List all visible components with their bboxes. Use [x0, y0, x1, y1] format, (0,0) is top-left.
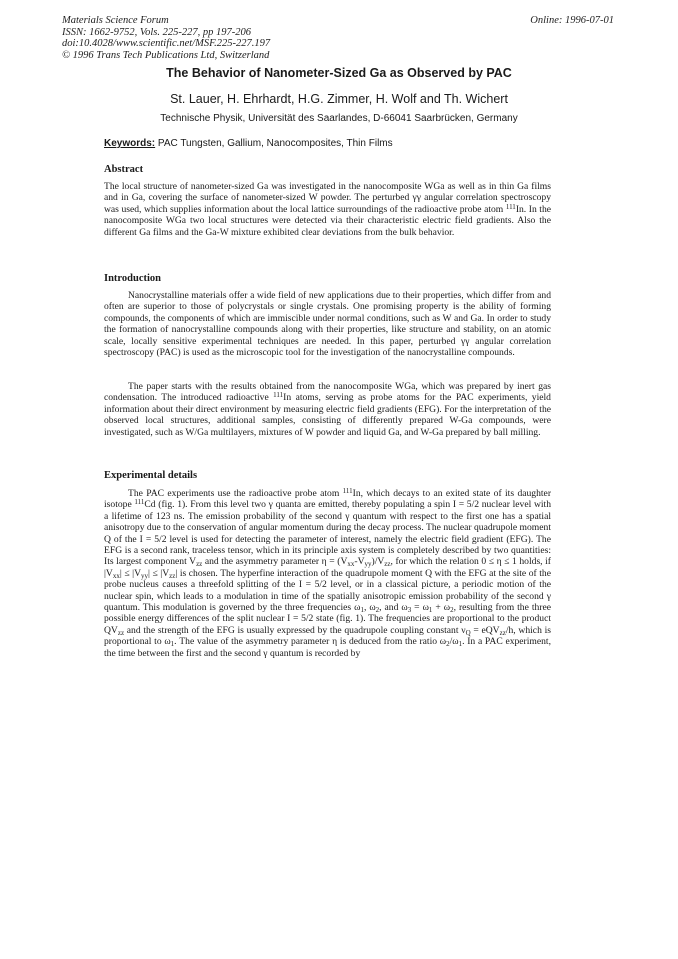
introduction-heading: Introduction: [104, 273, 161, 284]
experimental-paragraph: The PAC experiments use the radioactive probe atom $^{111}$In, which decays to an exited state of its daughter isotope $^{111}$Cd (fig. 1). From this level two γ quanta are emitted, thereby populating a spin I = 5/2 nuclear level with a lifetime of 123 ns. The emission probability of the second γ quantum with respect to the first one has a spatial anisotropy due to the conservation of angular momentum during the decay process. The nuclear quadrupole moment Q of the I = 5/2 level is used for detecting the parameter of interest, namely the electric field gradient (EFG). The EFG is a second rank, traceless tensor, which in its principle axis system is completely described by two quantities: Its largest component $V_{zz}$ and the asymmetry parameter $\eta = (V_{xx}-V_{yy})/V_{zz}$, for which the relation 0 ≤ η ≤ 1 holds, if $|V_{xx}| \le |V_{yy}| \le |V_{zz}|$ is chosen. The hyperfine interaction of the quadrupole moment Q with the EFG at the site of the probe nucleus causes a threefold splitting of the I = 5/2 level, or in a classical picture, a periodic motion of the nuclear spin, which leads to a modulation in time of the spatially anisotropic emission probability of the second γ quantum. This modulation is governed by the three frequencies $\omega_1$, $\omega_2$, and $\omega_3 = \omega_1 + \omega_2$, resulting from the three possible energy differences of the split nuclear I = 5/2 state (fig. 1). The frequencies are proportional to the product $QV_{zz}$ and the strength of the EFG is usually expressed by the quadrupole coupling constant $\nu_Q = eQV_{zz}/h$, which is proportional to $\omega_1$. The value of the asymmetry parameter η is deduced from the ratio $\omega_2/\omega_1$. In a PAC experiment, the time between the first and the second γ quantum is recorded by: [104, 487, 552, 659]
affiliation: Technische Physik, Universität des Saarlandes, D-66041 Saarbrücken, Germany: [160, 113, 518, 124]
experimental-heading: Experimental details: [104, 470, 198, 481]
abstract-paragraph: The local structure of nanometer-sized Ga was investigated in the nanocomposite WGa as well as in thin Ga films and in Ga, covering the surface of nanometer-sized W powder. The perturbed γγ angular correlation spectroscopy was used, which supplies information about the local lattice surroundings of the radioactive probe atom $^{111}$In. In the nanocomposite WGa two local structures were detected via their characteristic electric field gradients. Also the different Ga films and the Ga-W mixture exhibited clear deviations from the bulk behavior.: [104, 181, 552, 238]
introduction-paragraph-1: Nanocrystalline materials offer a wide field of new applications due to their properties, which differ from and often are superior to those of polycrystals or single crystals. One promising property is the ability of forming compounds, the components of which are immiscible under normal conditions, such as W and Ga. In order to study the formation of nanocrystalline compounds along with their properties, like structure and stability, on an atomic scale, locally sensitive experimental techniques are needed. In this paper, perturbed γγ angular correlation spectroscopy (PAC) is used as the microscopic tool for the investigation of the nanocrystalline compounds.: [104, 290, 551, 359]
copyright-line: © 1996 Trans Tech Publications Ltd, Switzerland: [62, 49, 270, 61]
doi-line: doi:10.4028/www.scientific.net/MSF.225-227.197: [62, 38, 271, 49]
journal-name: Materials Science Forum: [62, 15, 169, 26]
introduction-paragraph-2: The paper starts with the results obtained from the nanocomposite WGa, which was prepared by inert gas condensation. The introduced radioactive $^{111}$In atoms, serving as probe atoms for the PAC experiments, yield information about their direct environment by measuring electric field gradients (EFG). For the interpretation of the observed local structures, additional samples, consisting of differently prepared W-Ga compounds, were investigated, such as W/Ga multilayers, mixtures of W powder and liquid Ga, and W-Ga prepared by ball milling.: [104, 381, 551, 438]
online-date: Online: 1996-07-01: [530, 15, 614, 26]
keywords-label: Keywords:: [104, 138, 156, 149]
keywords-line: [104, 138, 393, 149]
citation-header: [62, 15, 270, 61]
author-list: St. Lauer, H. Ehrhardt, H.G. Zimmer, H. Wolf and Th. Wichert: [170, 92, 508, 106]
abstract-heading: Abstract: [104, 164, 144, 175]
paper-title: The Behavior of Nanometer-Sized Ga as Observed by PAC: [166, 66, 512, 80]
keywords-text: PAC Tungsten, Gallium, Nanocomposites, Thin Films: [157, 138, 393, 149]
issn-line: ISSN: 1662-9752, Vols. 225-227, pp 197-206: [62, 26, 251, 38]
